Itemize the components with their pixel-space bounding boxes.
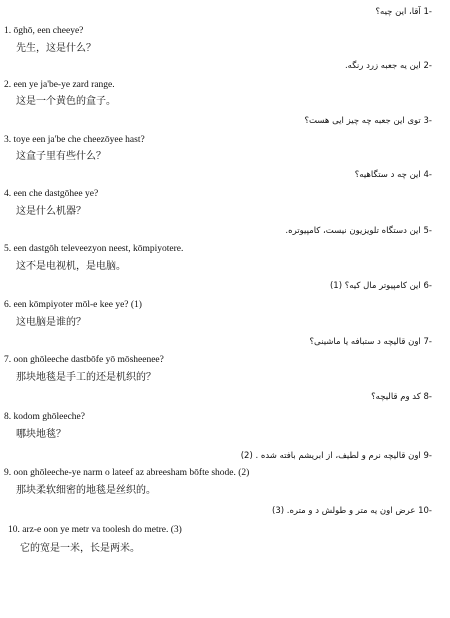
transliteration-line-5: 5. een dastgōh televeezyon neest, kōmpiyotere.: [4, 244, 184, 254]
transliteration-line-7: 7. oon ghōleeche dastbōfe yō mōsheenee?: [4, 355, 164, 365]
transliteration-line-3: 3. toye een ja'be che cheezōyee hast?: [4, 135, 145, 145]
persian-line-9: -9 اون قالیچه نرم و لطیف، از ابریشم بافته شده . (2): [240, 451, 432, 461]
transliteration-line-10: 10. arz-e oon ye metr va toolesh do metre. (3): [8, 525, 182, 535]
persian-line-1: -1 آقا، این چیه؟: [375, 7, 432, 17]
chinese-line-5: 这不是电视机，是电脑。: [16, 261, 126, 272]
transliteration-line-8: 8. kodom ghōleeche?: [4, 412, 85, 422]
persian-line-7: -7 اون قالیچه د ستبافه یا ماشینی؟: [309, 337, 432, 347]
transliteration-line-6: 6. een kōmpiyoter mōl-e kee ye? (1): [4, 300, 142, 310]
persian-line-10: -10 عرض اون یه متر و طولش د و متره. (3): [271, 506, 432, 516]
persian-line-6: -6 این کامپیوتر مال کیه؟ (1): [329, 281, 432, 291]
chinese-line-7: 那块地毯是手工的还是机织的？: [16, 372, 156, 383]
chinese-line-2: 这是一个黄色的盒子。: [16, 96, 116, 107]
transliteration-line-2: 2. een ye ja'be-ye zard range.: [4, 80, 115, 90]
chinese-line-10: 它的宽是一米，长是两米。: [20, 543, 140, 554]
transliteration-line-4: 4. een che dastgōhee ye?: [4, 189, 99, 199]
persian-line-4: -4 این چه د ستگاهیه؟: [354, 170, 432, 180]
persian-line-8: -8 کد وم قالیچه؟: [371, 392, 432, 402]
persian-line-2b: -2 این یه جعبه زرد رنگه.: [344, 61, 432, 71]
chinese-line-9: 那块柔软细密的地毯是丝织的。: [16, 485, 156, 496]
chinese-line-1: 先生，这是什么？: [16, 43, 96, 54]
chinese-line-6: 这电脑是谁的？: [16, 317, 86, 328]
chinese-line-4: 这是什么机器？: [16, 206, 86, 217]
persian-line-5: -5 این دستگاه تلویزیون نیست، کامپیوتره.: [285, 226, 432, 236]
persian-line-3: -3 توی این جعبه چه چیز ایی هست؟: [304, 116, 432, 126]
chinese-line-3: 这盒子里有些什么？: [16, 151, 106, 162]
transliteration-line-9: 9. oon ghōleeche-ye narm o lateef az abreesham bōfte shode. (2): [4, 468, 250, 478]
chinese-line-8: 哪块地毯？: [16, 429, 66, 440]
transliteration-line-1: 1. ōghō, een cheeye?: [4, 26, 84, 36]
